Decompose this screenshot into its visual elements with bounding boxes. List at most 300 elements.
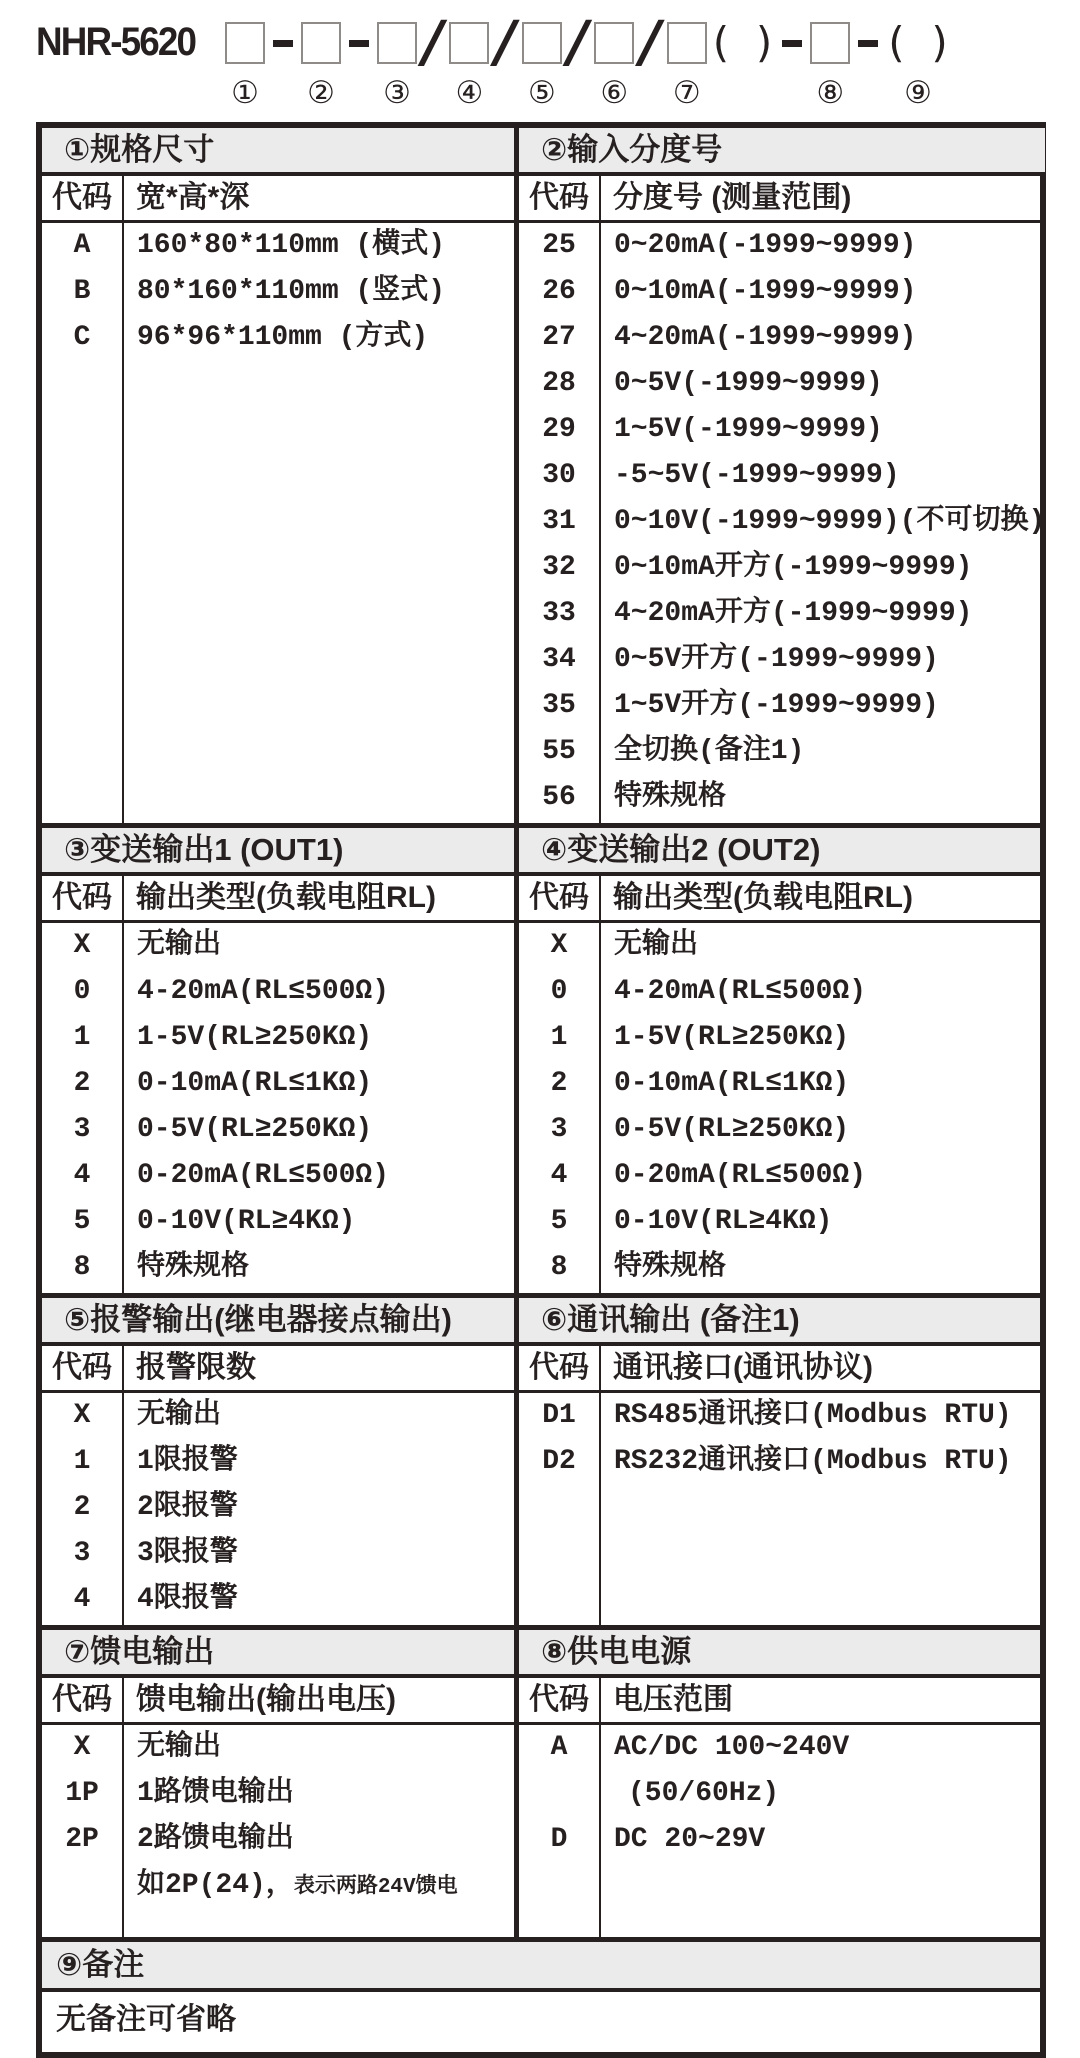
filler-row (519, 1863, 1040, 1937)
section-title: ③变送输出1 (OUT1) (42, 828, 514, 876)
section-rows (42, 223, 514, 823)
description-text: 0-5V(RL≥250KΩ) (137, 1114, 373, 1145)
code-cell: 5 (42, 1199, 124, 1245)
section-title: ④变送输出2 (OUT2) (519, 828, 1040, 876)
filler-row (42, 1911, 514, 1937)
table-row (519, 1393, 1040, 1439)
description-cell (124, 269, 514, 315)
code-token (421, 10, 445, 110)
description-text: 0-10V(RL≥4KΩ) (137, 1206, 356, 1237)
code-cell: D (519, 1817, 601, 1863)
description-column-header: 宽*高*深 (136, 181, 250, 214)
table-row (42, 969, 514, 1015)
code-cell: 8 (519, 1245, 601, 1291)
section (519, 128, 1045, 823)
table-row (519, 1015, 1040, 1061)
section-title: ⑦馈电输出 (42, 1630, 514, 1678)
description-text: AC/DC 100~240V (614, 1732, 850, 1763)
code-box (594, 22, 634, 64)
code-cell: 3 (519, 1107, 601, 1153)
code-token (594, 14, 634, 110)
description-cell (124, 1817, 514, 1863)
description-text: 1~5V开方(-1999~9999) (614, 690, 939, 721)
code-token (778, 14, 806, 110)
section-header-row (519, 1678, 1040, 1725)
filler-description-cell (124, 1623, 514, 1625)
code-token (493, 10, 517, 110)
filler-description-cell (124, 1911, 514, 1937)
description-text: 1-5V(RL≥250KΩ) (137, 1022, 373, 1053)
table-row (519, 683, 1045, 729)
description-cell (601, 269, 1045, 315)
description-text: 1路馈电输出 (137, 1778, 294, 1809)
code-cell: A (519, 1725, 601, 1817)
description-text: 0-10mA(RL≤1KΩ) (614, 1068, 850, 1099)
dash-separator (782, 40, 802, 47)
code-cell: 33 (519, 591, 601, 637)
code-position-number: ① (231, 75, 259, 111)
table-row (519, 407, 1045, 453)
code-cell: X (42, 1725, 124, 1771)
table-row (42, 1725, 514, 1771)
section-title: ⑤报警输出(继电器接点输出) (42, 1298, 514, 1346)
filler-description-cell (601, 1485, 1040, 1625)
code-cell: X (42, 923, 124, 969)
description-text: 无输出 (137, 1732, 222, 1763)
code-box (667, 22, 707, 64)
description-cell (601, 1107, 1040, 1153)
filler-code-cell (42, 1911, 124, 1937)
section-rows (519, 1393, 1040, 1625)
description-cell (124, 1153, 514, 1199)
description-cell (124, 923, 514, 969)
description-cell (601, 407, 1045, 453)
description-text: RS485通讯接口(Modbus RTU) (614, 1400, 1012, 1431)
section-rows (42, 1725, 514, 1937)
description-column-header: 输出类型(负载电阻RL) (613, 881, 913, 914)
table-row (42, 1199, 514, 1245)
table-row (519, 1725, 1040, 1817)
table-band (42, 1625, 1040, 1937)
table-row (519, 1153, 1040, 1199)
dash-separator (273, 40, 293, 47)
table-row (42, 1485, 514, 1531)
code-token (566, 10, 590, 110)
filler-code-cell (42, 1291, 124, 1293)
code-cell: A (42, 223, 124, 269)
description-cell (601, 1061, 1040, 1107)
table-row (519, 1199, 1040, 1245)
description-text: 无输出 (137, 930, 222, 961)
description-cell (601, 1199, 1040, 1245)
code-token (269, 14, 297, 110)
description-cell (124, 1531, 514, 1577)
description-cell (124, 1863, 514, 1911)
code-cell: 2 (519, 1061, 601, 1107)
filler-description-cell (601, 821, 1045, 823)
description-text: 特殊规格 (137, 1252, 250, 1283)
code-cell: D1 (519, 1393, 601, 1439)
code-position-number: ⑥ (600, 75, 629, 111)
description-cell (124, 315, 514, 361)
description-cell (124, 1725, 514, 1771)
code-column-header: 代码 (519, 1346, 601, 1390)
description-small-text: 表示两路24V馈电 (293, 1876, 458, 1899)
dash-separator (858, 40, 878, 47)
code-cell: 1 (42, 1015, 124, 1061)
description-text: 4-20mA(RL≤500Ω) (137, 976, 390, 1007)
section-title: ⑥通讯输出 (备注1) (519, 1298, 1040, 1346)
section (519, 1298, 1040, 1625)
right-half (514, 1630, 1040, 1937)
description-text: 如2P(24)， (137, 1870, 294, 1901)
table-band (42, 1293, 1040, 1625)
filler-row (519, 1291, 1040, 1293)
table-row (519, 223, 1045, 269)
description-cell (601, 223, 1045, 269)
table-row (519, 1107, 1040, 1153)
code-token (522, 14, 562, 110)
description-column-header: 电压范围 (613, 1683, 733, 1716)
table-row (42, 923, 514, 969)
code-column-header: 代码 (42, 876, 124, 920)
code-position-number: ⑦ (672, 75, 701, 111)
code-cell: 25 (519, 223, 601, 269)
description-cell (601, 591, 1045, 637)
filler-row (42, 1623, 514, 1625)
slash-separator: / (640, 10, 661, 75)
slash-separator: / (495, 10, 516, 75)
description-text: 0-5V(RL≥250KΩ) (614, 1114, 850, 1145)
code-cell: 32 (519, 545, 601, 591)
description-text: 0-10mA(RL≤1KΩ) (137, 1068, 373, 1099)
filler-description-cell (601, 1291, 1040, 1293)
code-cell: 56 (519, 775, 601, 821)
section-header-row (519, 1346, 1040, 1393)
table-row (42, 1439, 514, 1485)
filler-code-cell (519, 1291, 601, 1293)
filler-code-cell (519, 821, 601, 823)
section-header-row (519, 876, 1040, 923)
description-cell (124, 1107, 514, 1153)
table-row (519, 269, 1045, 315)
code-token (301, 14, 341, 110)
table-row (42, 269, 514, 315)
description-cell (601, 683, 1045, 729)
table-row (42, 1531, 514, 1577)
right-half (514, 128, 1045, 823)
table-band (42, 823, 1040, 1293)
description-cell (601, 1817, 1040, 1863)
description-cell (124, 1439, 514, 1485)
description-cell (124, 223, 514, 269)
code-cell: 1 (519, 1015, 601, 1061)
code-cell: 35 (519, 683, 601, 729)
description-cell (601, 1725, 1040, 1817)
section-rows (42, 923, 514, 1293)
filler-row (519, 1485, 1040, 1625)
table-row (42, 315, 514, 361)
code-token (449, 14, 489, 110)
table-row (42, 1771, 514, 1817)
code-cell: C (42, 315, 124, 361)
section-title: ②输入分度号 (519, 128, 1045, 176)
description-text: 3限报警 (137, 1538, 238, 1569)
description-cell (601, 499, 1045, 545)
code-cell: 29 (519, 407, 601, 453)
description-cell (124, 1245, 514, 1291)
section-rows (519, 223, 1045, 823)
section (42, 1298, 514, 1625)
code-cell: 2P (42, 1817, 124, 1863)
table-row (519, 1817, 1040, 1863)
description-text: 0-20mA(RL≤500Ω) (137, 1160, 390, 1191)
table-row (519, 923, 1040, 969)
code-column-header: 代码 (519, 876, 601, 920)
code-cell: 28 (519, 361, 601, 407)
description-column-header: 馈电输出(输出电压) (136, 1683, 396, 1716)
section (519, 1630, 1040, 1937)
description-text: 2路馈电输出 (137, 1824, 294, 1855)
filler-code-cell (42, 361, 124, 823)
description-column-header: 报警限数 (136, 1351, 256, 1384)
code-cell: 0 (519, 969, 601, 1015)
description-text: 0~20mA(-1999~9999) (614, 230, 917, 261)
table-row (519, 453, 1045, 499)
description-cell (124, 1061, 514, 1107)
code-cell: 4 (42, 1153, 124, 1199)
code-position-number: ⑧ (816, 75, 845, 111)
description-cell (124, 1485, 514, 1531)
table-row (42, 1245, 514, 1291)
code-token (667, 14, 707, 110)
code-token (638, 10, 662, 110)
description-text: 1~5V(-1999~9999) (614, 414, 883, 445)
section-header-row (42, 1678, 514, 1725)
table-row (42, 1107, 514, 1153)
description-cell (124, 1771, 514, 1817)
code-position-number: ③ (383, 75, 411, 111)
code-box (449, 22, 489, 64)
section-rows (519, 923, 1040, 1293)
model-code-row (36, 10, 1070, 118)
code-cell: 0 (42, 969, 124, 1015)
code-token (854, 14, 882, 110)
table-row (519, 637, 1045, 683)
left-half (42, 828, 514, 1293)
description-cell (124, 1015, 514, 1061)
description-cell (601, 1245, 1040, 1291)
description-cell (601, 923, 1040, 969)
description-column-header: 通讯接口(通讯协议) (613, 1351, 873, 1384)
section-rows (519, 1725, 1040, 1937)
code-cell: 5 (519, 1199, 601, 1245)
description-cell (124, 1393, 514, 1439)
description-text: 无输出 (614, 930, 699, 961)
section-title: ⑨备注 (42, 1942, 1040, 1992)
filler-row (519, 821, 1045, 823)
filler-code-cell (42, 1623, 124, 1625)
paren-separator: ( ) (888, 18, 948, 67)
table-row (42, 1577, 514, 1623)
description-text: 0~5V(-1999~9999) (614, 368, 883, 399)
description-cell (601, 1393, 1040, 1439)
code-column-header: 代码 (42, 176, 124, 220)
description-text: 1限报警 (137, 1446, 238, 1477)
table-row (519, 361, 1045, 407)
table-band-notes (42, 1937, 1040, 2052)
code-cell: 1P (42, 1771, 124, 1817)
description-text: 0~10mA(-1999~9999) (614, 276, 917, 307)
description-text: 1-5V(RL≥250KΩ) (614, 1022, 850, 1053)
description-text: 2限报警 (137, 1492, 238, 1523)
right-half (514, 828, 1040, 1293)
description-text: 4~20mA(-1999~9999) (614, 322, 917, 353)
code-token (377, 14, 417, 110)
filler-description-cell (124, 1291, 514, 1293)
code-cell: 2 (42, 1061, 124, 1107)
code-position-number: ④ (455, 75, 484, 111)
description-text: 特殊规格 (614, 1252, 727, 1283)
code-cell: D2 (519, 1439, 601, 1485)
code-token (225, 14, 265, 110)
description-cell (601, 1015, 1040, 1061)
description-cell (601, 1153, 1040, 1199)
section-title: ⑧供电电源 (519, 1630, 1040, 1678)
description-cell (601, 637, 1045, 683)
left-half (42, 1630, 514, 1937)
note-text: 无备注可省略 (56, 2005, 236, 2039)
table-row (519, 775, 1045, 821)
code-cell: 31 (519, 499, 601, 545)
description-text: 4限报警 (137, 1584, 238, 1615)
description-text: 特殊规格 (614, 782, 727, 813)
code-column-header: 代码 (42, 1678, 124, 1722)
code-cell: 8 (42, 1245, 124, 1291)
description-cell (601, 775, 1045, 821)
code-cell: X (42, 1393, 124, 1439)
table-row (519, 729, 1045, 775)
table-row (519, 969, 1040, 1015)
code-token (810, 14, 850, 110)
left-half (42, 1298, 514, 1625)
table-row (519, 1061, 1040, 1107)
code-position-number: ② (307, 75, 335, 111)
description-cell (601, 969, 1040, 1015)
code-cell: X (519, 923, 601, 969)
filler-description-cell (601, 1863, 1040, 1937)
description-cell (124, 1577, 514, 1623)
section (42, 1630, 514, 1937)
description-text: 0-20mA(RL≤500Ω) (614, 1160, 867, 1191)
description-text: 0~10V(-1999~9999)(不可切换) (614, 506, 1046, 537)
section (42, 128, 514, 823)
description-text: 80*160*110mm (竖式) (137, 276, 446, 307)
description-text: 0~10mA开方(-1999~9999) (614, 552, 973, 583)
table-row (519, 499, 1045, 545)
description-cell (601, 315, 1045, 361)
description-column-header: 输出类型(负载电阻RL) (136, 881, 436, 914)
description-text: 全切换(备注1) (614, 736, 805, 767)
code-position-number: ⑨ (904, 75, 932, 111)
paren-separator: ( ) (712, 18, 773, 67)
section (42, 1942, 1040, 2052)
left-half (42, 128, 514, 823)
filler-row (42, 361, 514, 823)
description-text: 96*96*110mm (方式) (137, 322, 429, 353)
section-header-row (519, 176, 1045, 223)
code-cell (42, 1863, 124, 1911)
table-row (519, 315, 1045, 361)
table-row (519, 1439, 1040, 1485)
section-header-row (42, 876, 514, 923)
description-cell (601, 361, 1045, 407)
code-cell: 2 (42, 1485, 124, 1531)
dash-separator (349, 40, 369, 47)
model-prefix: NHR-5620 (36, 20, 196, 64)
code-column-header: 代码 (519, 1678, 601, 1722)
description-second-line: (50/60Hz) (628, 1778, 780, 1809)
code-cell: 3 (42, 1107, 124, 1153)
table-row (42, 1393, 514, 1439)
code-cell: 34 (519, 637, 601, 683)
table-row (519, 545, 1045, 591)
code-box (225, 22, 265, 64)
code-box (377, 22, 417, 64)
description-text: 无输出 (137, 1400, 222, 1431)
description-text: 4~20mA开方(-1999~9999) (614, 598, 973, 629)
section-rows (42, 1393, 514, 1625)
table-row (519, 1245, 1040, 1291)
code-box (522, 22, 562, 64)
ordering-table (36, 122, 1046, 2058)
table-row (42, 223, 514, 269)
filler-row (42, 1291, 514, 1293)
code-cell: 1 (42, 1439, 124, 1485)
code-box (810, 22, 850, 64)
slash-separator: / (567, 10, 589, 75)
code-cell: 4 (42, 1577, 124, 1623)
section-title: ①规格尺寸 (42, 128, 514, 176)
code-cell: B (42, 269, 124, 315)
table-row (519, 591, 1045, 637)
right-half (514, 1298, 1040, 1625)
description-text: DC 20~29V (614, 1824, 766, 1855)
description-cell (601, 545, 1045, 591)
slash-separator: / (422, 10, 444, 75)
description-cell (124, 1199, 514, 1245)
description-cell (124, 969, 514, 1015)
code-cell: 4 (519, 1153, 601, 1199)
code-token (345, 14, 373, 110)
description-text: -5~5V(-1999~9999) (614, 460, 900, 491)
code-cell: 30 (519, 453, 601, 499)
model-code-tokens (223, 10, 952, 111)
section-header-row (42, 1346, 514, 1393)
code-column-header: 代码 (42, 1346, 124, 1390)
description-cell (601, 729, 1045, 775)
code-box (301, 22, 341, 64)
table-row (42, 1153, 514, 1199)
table-row (42, 1817, 514, 1863)
description-text: 160*80*110mm (横式) (137, 230, 446, 261)
description-text: 0-10V(RL≥4KΩ) (614, 1206, 833, 1237)
table-band (42, 128, 1046, 823)
code-column-header: 代码 (519, 176, 601, 220)
code-token (886, 14, 949, 110)
code-position-number: ⑤ (527, 75, 556, 111)
description-column-header: 分度号 (测量范围) (613, 181, 852, 214)
